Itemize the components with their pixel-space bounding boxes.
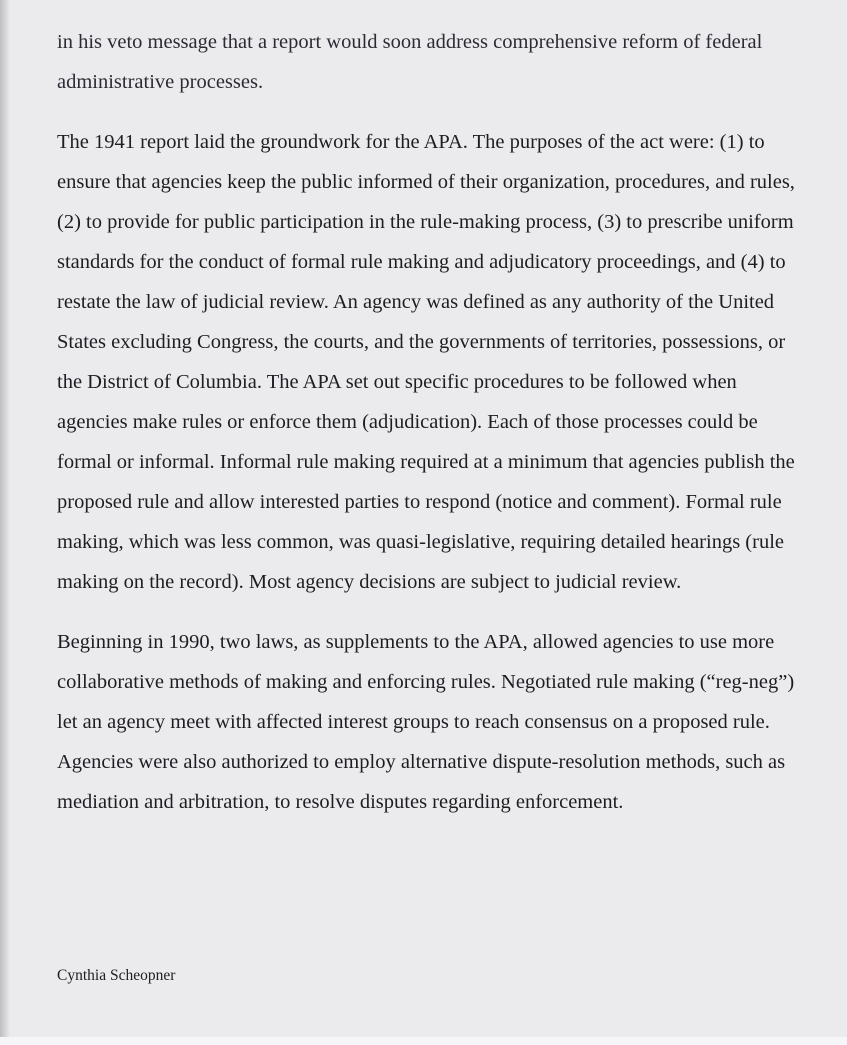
page-edge-shadow — [0, 0, 10, 1045]
paragraph-reg-neg: Beginning in 1990, two laws, as supplements to the APA, allowed agencies to use more collaborative methods of making and enforcing rules. Negotiated rule making (“reg-neg”) let an agency meet with affected interest groups to reach consensus on a proposed rule. Agencies were also authorized to employ alternative dispute-resolution methods, such as mediation and arbitration, to resolve disputes regarding enforcement. — [57, 631, 795, 813]
author-byline: Cynthia Scheopner — [57, 967, 176, 984]
article-body — [57, 22, 802, 822]
paragraph-apa-purposes: The 1941 report laid the groundwork for the APA. The purposes of the act were: (1) to ensure that agencies keep the public informed of their organization, procedures, and rules, (2) to provide for public participation in the rule-making process, (3) to prescribe uniform standards for the conduct of formal rule making and adjudicatory proceedings, and (4) to restate the law of judicial review. An agency was defined as any authority of the United States excluding Congress, the courts, and the governments of territories, possessions, or the District of Columbia. The APA set out specific procedures to be followed when agencies make rules or enforce them (adjudication). Each of those processes could be formal or informal. Informal rule making required at a minimum that agencies publish the proposed rule and allow interested parties to respond (notice and comment). Formal rule making, which was less common, was quasi-legislative, requiring detailed hearings (rule making on the record). Most agency decisions are subject to judicial review. — [57, 131, 795, 593]
paragraph-continuation: in his veto message that a report would soon address comprehensive reform of federal administrative processes. — [57, 31, 763, 93]
page-bottom-edge — [0, 1037, 847, 1045]
